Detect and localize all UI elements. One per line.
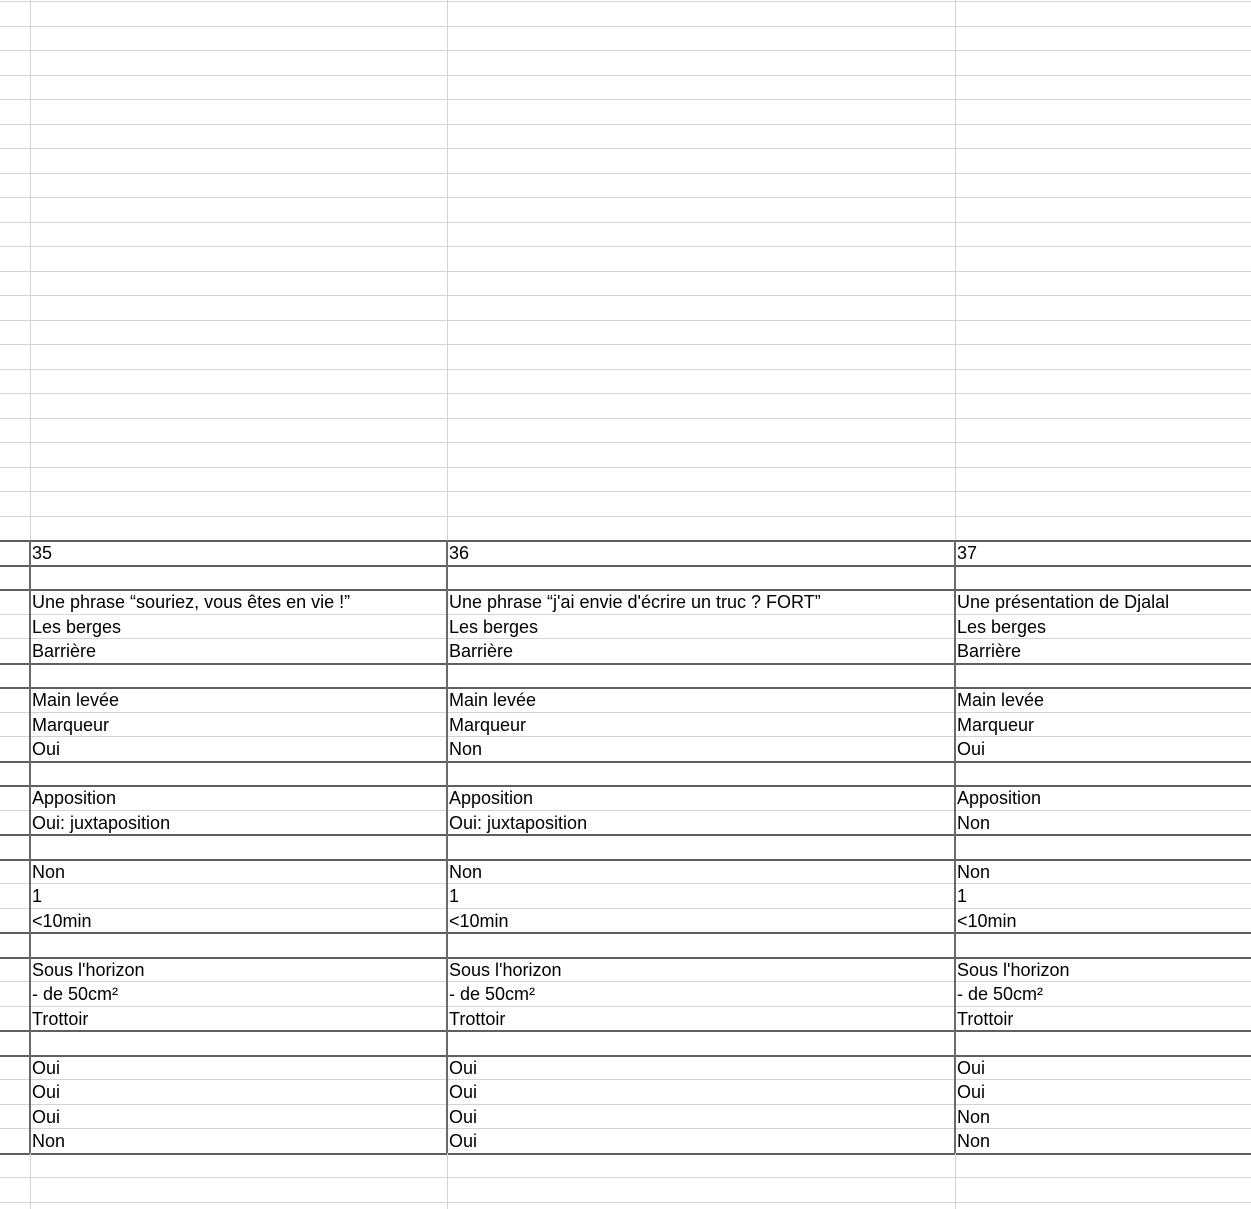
cell[interactable]: Trottoir <box>32 1009 89 1029</box>
cell[interactable]: 1 <box>32 886 43 906</box>
cell[interactable]: 1 <box>449 886 460 906</box>
row-gridline <box>0 1128 1251 1129</box>
cell[interactable]: Barrière <box>32 641 97 661</box>
row-gridline <box>0 1055 1251 1057</box>
row-gridline <box>0 1030 1251 1032</box>
cell[interactable]: - de 50cm² <box>32 984 119 1004</box>
row-gridline <box>0 442 1251 443</box>
row-gridline <box>0 99 1251 100</box>
row-gridline <box>0 736 1251 737</box>
cell[interactable]: Oui <box>449 1131 478 1151</box>
row-gridline <box>0 883 1251 884</box>
cell[interactable]: Oui: juxtaposition <box>449 813 588 833</box>
cell[interactable]: Trottoir <box>957 1009 1014 1029</box>
cell[interactable]: Oui <box>957 1058 986 1078</box>
row-gridline <box>0 1202 1251 1203</box>
row-gridline <box>0 638 1251 639</box>
row-gridline <box>0 393 1251 394</box>
cell[interactable]: Les berges <box>957 617 1047 637</box>
row-gridline <box>0 1079 1251 1080</box>
cell[interactable]: Marqueur <box>957 715 1035 735</box>
cell[interactable]: Non <box>449 739 483 759</box>
row-gridline <box>0 197 1251 198</box>
cell[interactable]: <10min <box>957 911 1017 931</box>
cell[interactable]: 35 <box>32 543 53 563</box>
cell[interactable]: Oui <box>449 1082 478 1102</box>
row-gridline <box>0 614 1251 615</box>
row-gridline <box>0 540 1251 542</box>
cell[interactable]: Sous l'horizon <box>32 960 145 980</box>
row-gridline <box>0 222 1251 223</box>
cell[interactable]: Oui: juxtaposition <box>32 813 171 833</box>
cell[interactable]: Une phrase “j'ai envie d'écrire un truc ? FORT” <box>449 592 821 612</box>
row-gridline <box>0 712 1251 713</box>
row-gridline <box>0 859 1251 861</box>
row-gridline <box>0 75 1251 76</box>
row-gridline <box>0 369 1251 370</box>
cell[interactable]: Apposition <box>449 788 534 808</box>
row-gridline <box>0 1006 1251 1007</box>
row-gridline <box>0 320 1251 321</box>
cell[interactable]: Barrière <box>449 641 514 661</box>
cell[interactable]: Non <box>957 1107 991 1127</box>
cell[interactable]: Oui <box>957 739 986 759</box>
row-gridline <box>0 1104 1251 1105</box>
cell[interactable]: Oui <box>32 1082 61 1102</box>
column-border <box>29 540 31 1153</box>
cell[interactable]: Barrière <box>957 641 1022 661</box>
cell[interactable]: Oui <box>32 739 61 759</box>
row-gridline <box>0 491 1251 492</box>
cell[interactable]: Oui <box>449 1058 478 1078</box>
row-gridline <box>0 1177 1251 1178</box>
cell[interactable]: Les berges <box>449 617 539 637</box>
cell[interactable]: Oui <box>957 1082 986 1102</box>
cell[interactable]: Oui <box>32 1107 61 1127</box>
row-gridline <box>0 908 1251 909</box>
cell[interactable]: - de 50cm² <box>957 984 1044 1004</box>
row-gridline <box>0 1 1251 2</box>
row-gridline <box>0 50 1251 51</box>
row-gridline <box>0 418 1251 419</box>
cell[interactable]: Non <box>32 1131 66 1151</box>
row-gridline <box>0 124 1251 125</box>
cell[interactable]: Les berges <box>32 617 122 637</box>
row-gridline <box>0 467 1251 468</box>
cell[interactable]: Sous l'horizon <box>449 960 562 980</box>
row-gridline <box>0 516 1251 517</box>
cell[interactable]: 36 <box>449 543 470 563</box>
row-gridline <box>0 173 1251 174</box>
row-gridline <box>0 295 1251 296</box>
row-gridline <box>0 810 1251 811</box>
cell[interactable]: Non <box>449 862 483 882</box>
row-gridline <box>0 344 1251 345</box>
cell[interactable]: Apposition <box>957 788 1042 808</box>
cell[interactable]: Apposition <box>32 788 117 808</box>
cell[interactable]: Non <box>957 1131 991 1151</box>
cell[interactable]: Marqueur <box>449 715 527 735</box>
row-gridline <box>0 785 1251 787</box>
cell[interactable]: Main levée <box>449 690 537 710</box>
row-gridline <box>0 1153 1251 1155</box>
cell[interactable]: <10min <box>449 911 509 931</box>
row-gridline <box>0 761 1251 763</box>
cell[interactable]: - de 50cm² <box>449 984 536 1004</box>
row-gridline <box>0 148 1251 149</box>
cell[interactable]: Non <box>957 813 991 833</box>
cell[interactable]: Oui <box>449 1107 478 1127</box>
cell[interactable]: Une présentation de Djalal <box>957 592 1170 612</box>
row-gridline <box>0 932 1251 934</box>
cell[interactable]: Non <box>32 862 66 882</box>
cell[interactable]: 1 <box>957 886 968 906</box>
cell[interactable]: Oui <box>32 1058 61 1078</box>
cell[interactable]: Main levée <box>957 690 1045 710</box>
cell[interactable]: Non <box>957 862 991 882</box>
cell[interactable]: Marqueur <box>32 715 110 735</box>
row-gridline <box>0 26 1251 27</box>
cell[interactable]: Une phrase “souriez, vous êtes en vie !” <box>32 592 351 612</box>
cell[interactable]: Main levée <box>32 690 120 710</box>
row-gridline <box>0 246 1251 247</box>
cell[interactable]: Trottoir <box>449 1009 506 1029</box>
row-gridline <box>0 565 1251 567</box>
column-border <box>954 540 956 1153</box>
row-gridline <box>0 834 1251 836</box>
cell[interactable]: <10min <box>32 911 92 931</box>
cell[interactable]: 37 <box>957 543 978 563</box>
row-gridline <box>0 687 1251 689</box>
cell[interactable]: Sous l'horizon <box>957 960 1070 980</box>
column-border <box>446 540 448 1153</box>
row-gridline <box>0 271 1251 272</box>
row-gridline <box>0 663 1251 665</box>
